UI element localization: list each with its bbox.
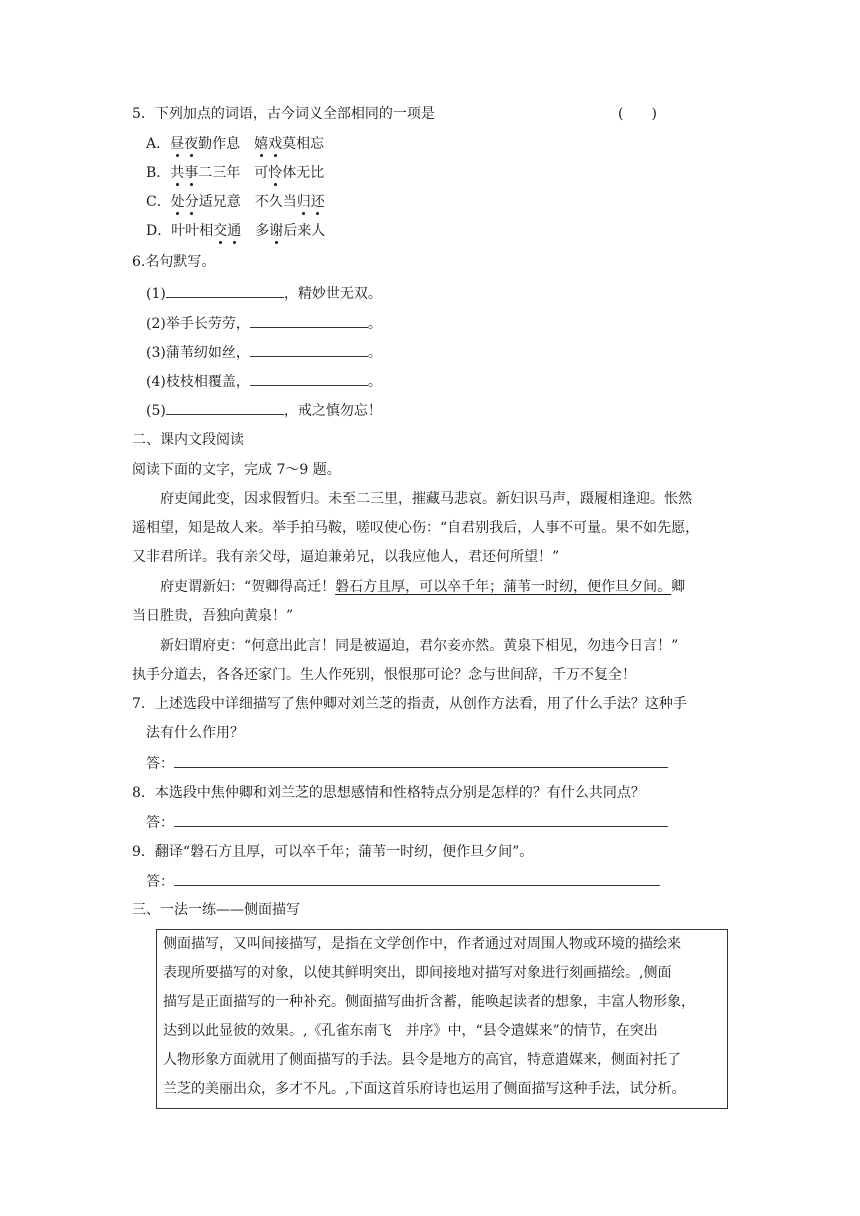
answer-blank[interactable] <box>166 400 284 415</box>
answer-parentheses: ( ) <box>618 106 657 122</box>
option-letter: A． <box>146 136 171 152</box>
fill-blank-1 <box>146 283 382 304</box>
option-text: 体无比 <box>282 165 325 181</box>
option-d <box>146 221 325 241</box>
passage-paragraph-2-line-1 <box>160 577 685 597</box>
underlined-sentence: 磐石方且厚，可以卒千年；蒲苇一时纫，便作旦夕间。 <box>335 579 672 595</box>
reading-instruction: 阅读下面的文字，完成 7～9 题。 <box>132 462 341 478</box>
blank-before: 枝枝相覆盖， <box>165 374 250 390</box>
option-letter: D． <box>146 223 172 239</box>
blank-number: (3) <box>146 345 166 361</box>
dotted-character: 交 <box>213 223 228 239</box>
dotted-character: 戏 <box>268 136 283 152</box>
answer-blank[interactable] <box>250 371 368 386</box>
dotted-character: 还 <box>310 194 325 210</box>
blank-after: 。 <box>367 345 382 361</box>
fill-blank-4 <box>146 371 382 392</box>
dotted-character: 夜 <box>184 136 199 152</box>
dotted-character: 通 <box>227 223 242 239</box>
blank-after: 。 <box>367 316 382 332</box>
paragraph-text: 卿 <box>671 579 686 595</box>
paragraph-text: 府吏谓新妇：“贺卿得高迁！ <box>160 579 336 595</box>
section-3-title: 三、一法一练——侧面描写 <box>132 902 300 918</box>
option-text: 二三年 可 <box>198 165 269 181</box>
fill-blank-5 <box>146 400 382 421</box>
option-text: 莫相忘 <box>282 136 325 152</box>
blank-number: (5) <box>146 403 166 419</box>
question-8-answer <box>146 812 668 833</box>
answer-label: 答： <box>146 815 174 831</box>
question-7-line-1: 7．上述选段中详细描写了焦仲卿对刘兰芝的指责，从创作方法看，用了什么手法？这种手 <box>132 696 687 712</box>
dotted-character: 怜 <box>268 165 283 181</box>
answer-blank[interactable] <box>250 313 368 328</box>
box-line: 侧面描写，又叫间接描写，是指在文学创作中，作者通过对周围人物或环境的描绘来 <box>163 936 681 952</box>
side-description-box <box>156 929 728 1109</box>
option-b <box>146 163 324 183</box>
passage-paragraph-2-line-2: 当日胜贵，吾独向黄泉！” <box>132 608 294 624</box>
dotted-character: 共 <box>170 165 185 181</box>
dotted-character: 事 <box>184 165 199 181</box>
passage-paragraph-1-line-2: 遥相望，知是故人来。举手拍马鞍，嗟叹使心伤：“自君别我后，人事不可量。果不如先愿， <box>132 520 700 536</box>
dotted-character: 处 <box>170 194 185 210</box>
answer-line[interactable] <box>174 812 668 827</box>
option-text: 多 <box>241 223 270 239</box>
blank-number: (2) <box>146 316 166 332</box>
answer-line[interactable] <box>174 753 668 768</box>
passage-paragraph-1-line-1: 府吏闻此变，因求假暂归。未至二三里，摧藏马悲哀。新妇识马声，蹑履相逢迎。怅然 <box>160 491 692 507</box>
option-text: 叶叶相 <box>171 223 214 239</box>
question-9-answer <box>146 871 660 892</box>
answer-label: 答： <box>146 756 174 772</box>
blank-after: ，精妙世无双。 <box>283 286 382 302</box>
dotted-character: 嬉 <box>254 136 269 152</box>
blank-after: 。 <box>367 374 382 390</box>
question-7-answer <box>146 753 668 774</box>
blank-after: ，戒之慎勿忘！ <box>283 403 382 419</box>
option-letter: B． <box>146 165 171 181</box>
answer-blank[interactable] <box>166 283 284 298</box>
option-text: 勤作息 <box>198 136 255 152</box>
fill-blank-3 <box>146 342 382 363</box>
option-text: 后来人 <box>283 223 326 239</box>
option-letter: C． <box>146 194 171 210</box>
blank-before: 举手长劳劳， <box>165 316 250 332</box>
passage-paragraph-1-line-3: 又非君所详。我有亲父母，逼迫兼弟兄，以我应他人，君还何所望！” <box>132 549 560 565</box>
section-2-title: 二、课内文段阅读 <box>132 432 244 448</box>
question-7-line-2: 法有什么作用？ <box>146 725 244 741</box>
passage-paragraph-3-line-1: 新妇谓府吏：“何意出此言！同是被逼迫，君尔妾亦然。黄泉下相见，勿违今日言！” <box>160 638 679 654</box>
dotted-character: 谢 <box>269 223 284 239</box>
answer-blank[interactable] <box>250 342 368 357</box>
dotted-character: 分 <box>184 194 199 210</box>
passage-paragraph-3-line-2: 执手分道去，各各还家门。生人作死别，恨恨那可论？念与世间辞，千万不复全！ <box>132 667 636 683</box>
option-c <box>146 192 325 212</box>
box-line: 人物形象方面就用了侧面描写的手法。县令是地方的高官，特意遣媒来，侧面衬托了 <box>163 1052 681 1068</box>
box-line: 达到以此显彼的效果。,《孔雀东南飞 并序》中，“县令遣媒来”的情节，在突出 <box>163 1023 658 1039</box>
fill-blank-2 <box>146 313 382 334</box>
question-9-line-1: 9．翻译“磐石方且厚，可以卒千年；蒲苇一时纫，便作旦夕间”。 <box>132 844 534 860</box>
option-text: 适兄意 不久当 <box>198 194 297 210</box>
blank-before: 蒲苇纫如丝， <box>165 345 250 361</box>
box-line: 描写是正面描写的一种补充。侧面描写曲折含蓄，能唤起读者的想象，丰富人物形象， <box>163 994 695 1010</box>
question-5-stem: 5．下列加点的词语，古今词义全部相同的一项是 <box>132 106 435 122</box>
box-line: 表现所要描写的对象，以使其鲜明突出，即间接地对描写对象进行刻画描绘。,侧面 <box>163 965 672 981</box>
blank-number: (1) <box>146 286 166 302</box>
blank-number: (4) <box>146 374 166 390</box>
box-line: 兰芝的美丽出众，多才不凡。,下面这首乐府诗也运用了侧面描写这种手法，试分析。 <box>163 1081 686 1097</box>
dotted-character: 昼 <box>170 136 185 152</box>
option-a <box>146 134 324 154</box>
answer-label: 答： <box>146 874 174 890</box>
answer-line[interactable] <box>174 871 660 886</box>
question-8-line-1: 8．本选段中焦仲卿和刘兰芝的思想感情和性格特点分别是怎样的？有什么共同点？ <box>132 785 645 801</box>
dotted-character: 归 <box>296 194 311 210</box>
question-6-title: 6.名句默写。 <box>132 254 216 270</box>
